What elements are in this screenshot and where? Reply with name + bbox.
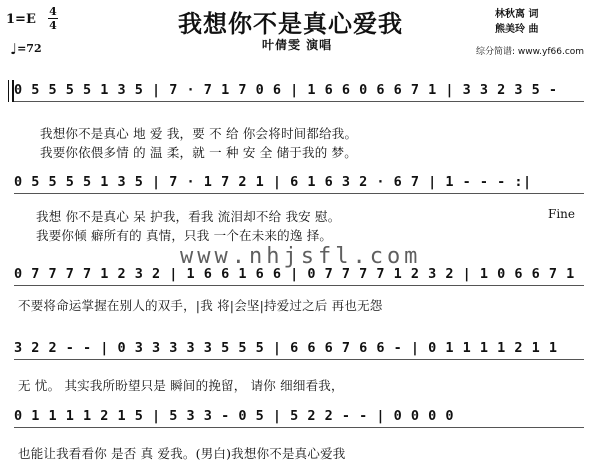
notation-row-1: 0 5 5 5 5 1 3 5 | 7 · 7 1 7 0 6 | 1 6 6 0 6 6 7 1 | 3 3 2 3 5 - — [14, 82, 558, 98]
lyric-row-1-verse-2: 我要你依偎多情 的 温 柔，就 一 种 安 全 储于我的 梦。 — [40, 145, 357, 160]
lyric-row-5: 也能让我看看你 是否 真 爱我。(男白)我想你不是真心爱我 — [18, 446, 346, 461]
watermark: www.nhjsfl.com — [180, 244, 422, 269]
meter-top: 4 — [49, 5, 57, 18]
repeat-start-bar — [8, 80, 14, 102]
fine-mark: Fine — [548, 207, 575, 221]
notation-row-5: 0 1 1 1 1 2 1 5 | 5 3 3 - 0 5 | 5 2 2 - - | 0 0 0 0 — [14, 408, 455, 424]
meter-bottom: 4 — [49, 19, 57, 32]
lyric-row-2-verse-1: 我想 你不是真心 呆 护我，看我 流泪却不给 我安 慰。 — [36, 209, 341, 224]
key-signature: 1=E — [6, 12, 36, 27]
song-title: 我想你不是真心爱我 — [178, 9, 403, 38]
singer-credit: 叶倩雯 演唱 — [262, 38, 333, 52]
notation-row-2: 0 5 5 5 5 1 3 5 | 7 · 1 7 2 1 | 6 1 6 3 2 · 6 7 | 1 - - - :| — [14, 174, 532, 190]
tempo-mark — [10, 40, 42, 58]
quarter-note-icon: ♩ — [10, 40, 18, 58]
notation-row-4: 3 2 2 - - | 0 3 3 3 3 3 5 5 5 | 6 6 6 7 6 6 - | 0 1 1 1 1 2 1 1 — [14, 340, 558, 356]
lyric-row-4: 无 忧。 其实我所盼望只是 瞬间的挽留， 请你 细细看我， — [18, 378, 344, 393]
tempo-value: =72 — [17, 42, 42, 55]
notation-row-3: 0 7 7 7 7 1 2 3 2 | 1 6 6 1 6 6 | 0 7 7 7 7 1 2 3 2 | 1 0 6 6 7 1 — [14, 266, 575, 282]
lyric-row-3: 不要将命运掌握在别人的双手，|我 将|会坚|持爱过之后 再也无怨 — [18, 298, 383, 313]
time-signature — [48, 6, 58, 31]
lyric-row-2-verse-2: 我要你倾 癖所有的 真情，只我 一个在未来的逸 择。 — [36, 228, 333, 243]
composer-credit: 熊美玲 曲 — [495, 24, 539, 35]
lyricist-credit: 林秋离 词 — [495, 9, 539, 20]
source-site: 综分简谱: www.yf66.com — [476, 47, 585, 57]
lyric-row-1-verse-1: 我想你不是真心 地 爱 我，要 不 给 你会将时间都给我。 — [40, 126, 358, 141]
